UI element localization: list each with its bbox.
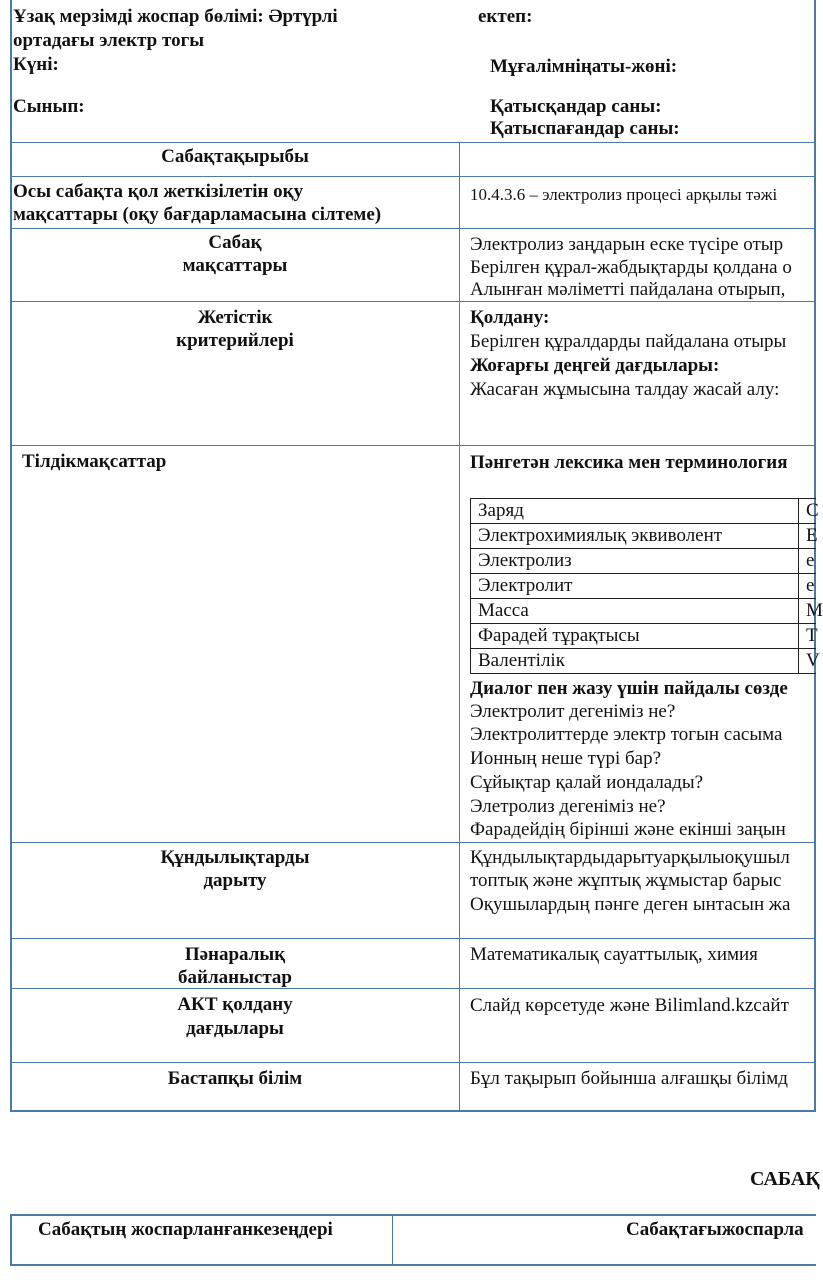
vocab-row-term: Электрохимиялық эквиволент bbox=[478, 525, 723, 546]
dialog-line: Фарадейдің бірінші және екінші заңын bbox=[470, 819, 786, 840]
row-line bbox=[10, 142, 816, 143]
lesson-goal-2: Берілген құрал-жабдықтарды қолдана о bbox=[470, 257, 792, 278]
row-line bbox=[10, 176, 816, 177]
row-line bbox=[10, 445, 816, 446]
row-line bbox=[10, 301, 816, 302]
absent-label: Қатыспағандар саны: bbox=[490, 118, 680, 139]
criteria-label-1: Жетістік bbox=[197, 307, 273, 328]
ict-label-1: АКТ қолдану bbox=[177, 994, 293, 1015]
dialog-line: Электролиттерде электр тогын сасыма bbox=[470, 724, 783, 745]
topic-label: Сабақтақырыбы bbox=[161, 146, 309, 167]
vocab-row-translation: M bbox=[806, 600, 823, 621]
school-label: ектеп: bbox=[478, 6, 533, 27]
row-line bbox=[10, 1062, 816, 1063]
lesson-goal-1: Электролиз заңдарын еске түсіре отыр bbox=[470, 234, 784, 255]
cross-label-1: Пәнаралық bbox=[184, 944, 286, 965]
vocab-row-translation: V bbox=[806, 650, 820, 671]
vocab-row-term: Заряд bbox=[478, 500, 524, 521]
language-label: Тілдікмақсаттар bbox=[22, 451, 167, 472]
vocab-row-translation: C bbox=[806, 500, 819, 521]
vocab-row-term: Электролит bbox=[478, 575, 573, 596]
dialog-line: Электролит дегеніміз не? bbox=[470, 701, 676, 722]
criteria-heading-higher: Жоғарғы деңгей дағдылары: bbox=[470, 355, 720, 376]
vocab-row-term: Электролиз bbox=[478, 550, 572, 571]
lesson-goals-label-2: мақсаттары bbox=[182, 255, 288, 276]
language-heading: Пәнгетән лексика мен терминология bbox=[470, 452, 788, 473]
row-line bbox=[10, 228, 816, 229]
criteria-heading-apply: Қолдану: bbox=[470, 307, 550, 328]
vocab-row-translation: e bbox=[806, 575, 815, 596]
row-line bbox=[10, 938, 816, 939]
long-term-plan: Ұзақ мерзімді жоспар бөлімі: Әртүрлі bbox=[13, 6, 338, 27]
objectives-label-2: мақсаттары (оқу бағдарламасына сілтеме) bbox=[13, 204, 382, 225]
vocab-row-term: Валентілік bbox=[478, 650, 565, 671]
cross-label-2: байланыстар bbox=[178, 967, 292, 988]
dialog-line: Ионның неше түрі бар? bbox=[470, 748, 662, 769]
plan-col-activities: Сабақтағыжоспарла bbox=[626, 1219, 804, 1240]
prior-value: Бұл тақырып бойынша алғашқы білімд bbox=[470, 1068, 788, 1089]
values-label-2: дарыту bbox=[203, 870, 267, 891]
dialog-line: Элетролиз дегеніміз не? bbox=[470, 796, 666, 817]
row-line bbox=[10, 842, 816, 843]
vocab-row-term: Масса bbox=[478, 600, 529, 621]
long-term-plan-cont: ортадағы электр тогы bbox=[13, 30, 205, 51]
criteria-text-apply: Берілген құралдарды пайдалана отыры bbox=[470, 331, 787, 352]
objectives-value: 10.4.3.6 – электролиз процесі арқылы тәжі bbox=[470, 185, 778, 204]
lesson-goals-label-1: Сабақ bbox=[208, 232, 262, 253]
column-divider bbox=[459, 142, 460, 1112]
ict-label-2: дағдылары bbox=[186, 1018, 284, 1039]
plan-col-stages: Сабақтың жоспарланғанкезеңдері bbox=[38, 1219, 333, 1240]
values-line: топтық және жұптық жұмыстар барыс bbox=[470, 870, 782, 891]
dialog-heading: Диалог пен жазу үшін пайдалы сөзде bbox=[470, 678, 788, 699]
lesson-goal-3: Алынған мәліметті пайдалана отырып, bbox=[470, 279, 786, 300]
teacher-label: Мұғалімніңаты-жөні: bbox=[490, 56, 678, 77]
values-line: Құндылықтардыдарытуарқылыоқушыл bbox=[470, 847, 790, 868]
vocab-row-translation: E bbox=[806, 525, 818, 546]
date-label: Күні: bbox=[13, 54, 59, 75]
table-border-bottom bbox=[10, 1110, 816, 1112]
values-label-1: Құндылықтарды bbox=[160, 847, 310, 868]
present-label: Қатысқандар саны: bbox=[490, 96, 662, 117]
section-title: САБАҚ bbox=[750, 1168, 820, 1190]
class-label: Сынып: bbox=[13, 96, 85, 117]
prior-label: Бастапқы білім bbox=[167, 1068, 303, 1089]
cross-value: Математикалық сауаттылық, химия bbox=[470, 944, 758, 965]
criteria-text-higher: Жасаған жұмысына талдау жасай алу: bbox=[470, 379, 780, 400]
criteria-label-2: критерийлері bbox=[176, 330, 294, 351]
vocab-row-term: Фарадей тұрақтысы bbox=[478, 625, 640, 646]
objectives-label-1: Осы сабақта қол жеткізілетін оқу bbox=[13, 181, 304, 202]
values-line: Оқушылардың пәнге деген ынтасын жа bbox=[470, 894, 791, 915]
vocab-row-translation: T bbox=[806, 625, 818, 646]
vocab-row-translation: e bbox=[806, 550, 815, 571]
ict-value: Слайд көрсетуде және Bilimland.kzсайт bbox=[470, 995, 789, 1016]
dialog-line: Сұйықтар қалай иондалады? bbox=[470, 772, 704, 793]
